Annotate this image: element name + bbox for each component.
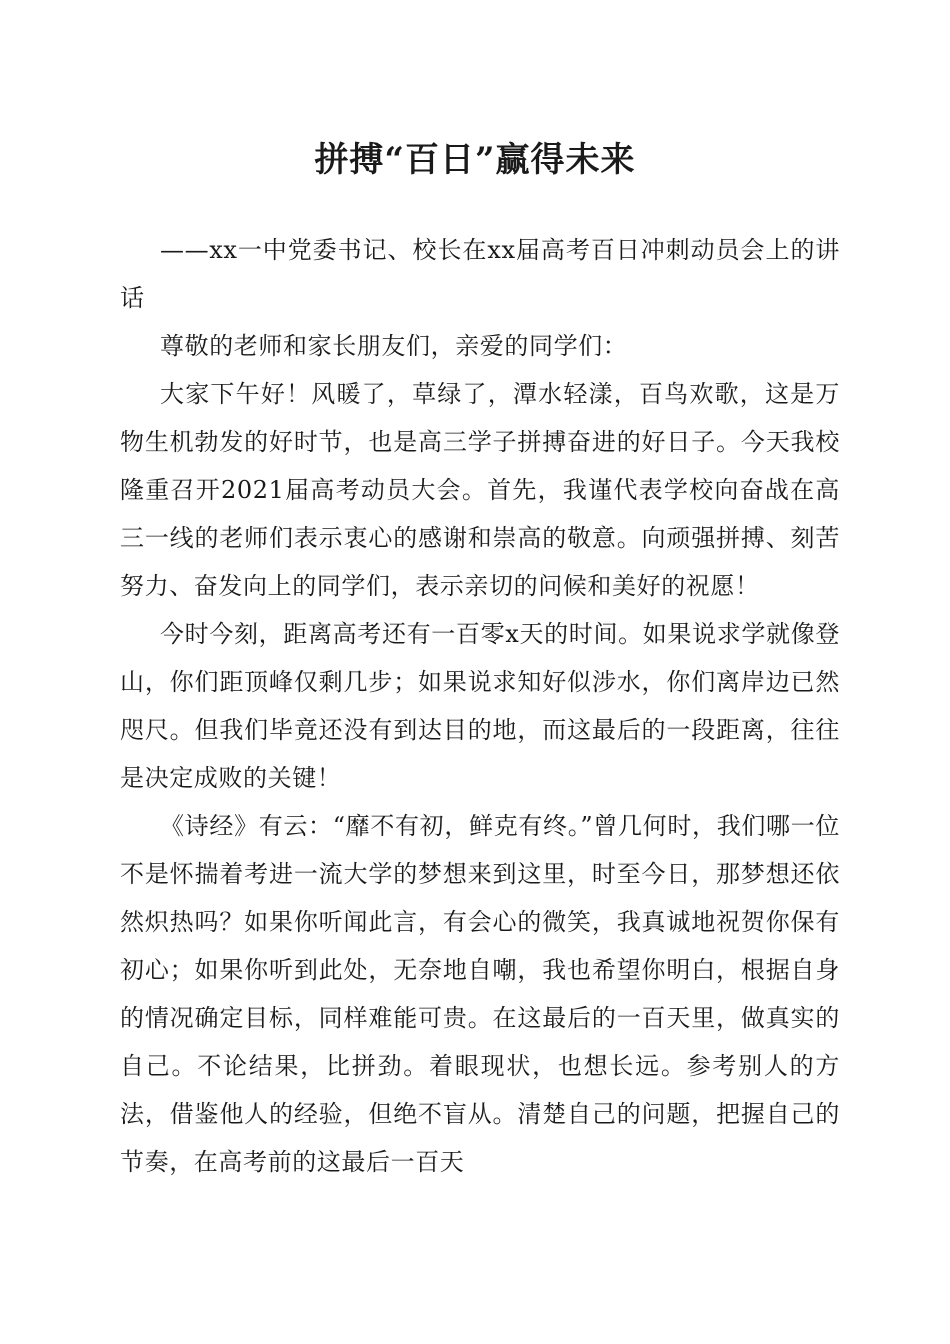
body-paragraph: 大家下午好！风暖了，草绿了，潭水轻漾，百鸟欢歌，这是万物生机勃发的好时节，也是高三学子拼搏奋进的好日子。今天我校隆重召开2021届高考动员大会。首先，我谨代表学校向奋战在高三一线的老师们表示衷心的感谢和崇高的敬意。向顽强拼搏、刻苦努力、奋发向上的同学们，表示亲切的问候和美好的祝愿！ [120, 380, 840, 600]
document-title: 拼搏“百日”赢得未来 [314, 140, 636, 180]
body-paragraph: 《诗经》有云：“靡不有初，鲜克有终。”曾几何时，我们哪一位不是怀揣着考进一流大学的梦想来到这里，时至今日，那梦想还依然炽热吗？如果你听闻此言，有会心的微笑，我真诚地祝贺你保有初心；如果你听到此处，无奈地自嘲，我也希望你明白，根据自身的情况确定目标，同样难能可贵。在这最后的一百天里，做真实的自己。不论结果，比拼劲。着眼现状，也想长远。参考别人的方法，借鉴他人的经验，但绝不盲从。清楚自己的问题，把握自己的节奏，在高考前的这最后一百天 [120, 812, 840, 1176]
subtitle-paragraph: ——xx一中党委书记、校长在xx届高考百日冲刺动员会上的讲话 [120, 236, 840, 312]
body-paragraph: 今时今刻，距离高考还有一百零x天的时间。如果说求学就像登山，你们距顶峰仅剩几步；如果说求知好似涉水，你们离岸边已然咫尺。但我们毕竟还没有到达目的地，而这最后的一段距离，往往是决定成败的关键！ [120, 620, 840, 792]
document-body [120, 226, 840, 1186]
greeting-paragraph: 尊敬的老师和家长朋友们，亲爱的同学们： [160, 332, 628, 360]
